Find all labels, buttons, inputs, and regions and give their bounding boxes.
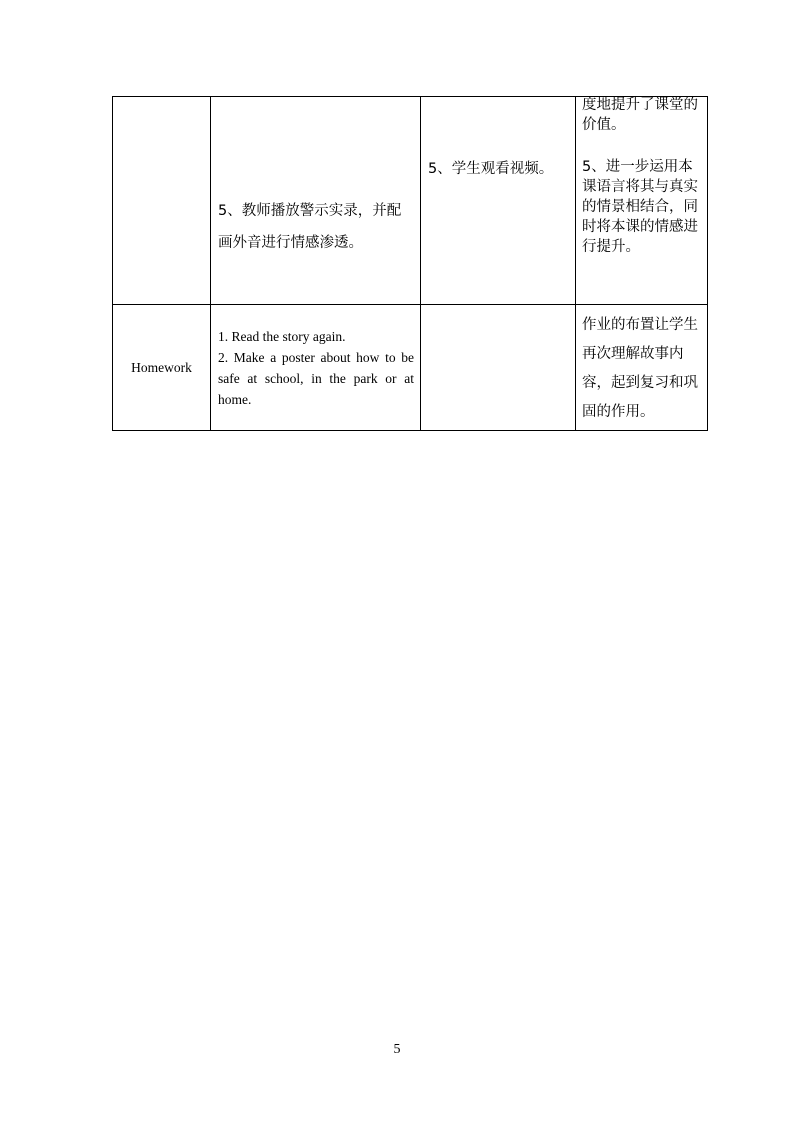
lesson-plan-table [112,96,708,431]
homework-student-activity-cell [421,305,576,431]
page-number: 5 [393,1042,401,1057]
purpose-continued-text: 度地提升了课堂的价值。 [582,97,698,133]
stage-cell-empty [113,97,211,305]
purpose-cell [576,97,708,305]
homework-items-cell [211,305,421,431]
purpose-step5-text: 5、进一步运用本课语言将其与真实的情景相结合，同时将本课的情感进行提升。 [582,159,698,255]
student-activity-cell [421,97,576,305]
homework-item: 1. Read the story again. [218,328,346,344]
purpose-text-block [582,95,706,257]
homework-purpose-text: 作业的布置让学生再次理解故事内容，起到复习和巩固的作用。 [576,305,708,431]
table-row [113,97,708,305]
student-activity-text: 5、学生观看视频。 [428,161,554,177]
homework-item: 2. Make a poster about how to be safe at school, in the park or at home. [218,349,414,407]
teacher-activity-cell [211,97,421,305]
teacher-activity-text: 5、教师播放警示实录，并配画外音进行情感渗透。 [218,203,402,251]
homework-stage-label: Homework [113,305,211,431]
table-row [113,305,708,431]
